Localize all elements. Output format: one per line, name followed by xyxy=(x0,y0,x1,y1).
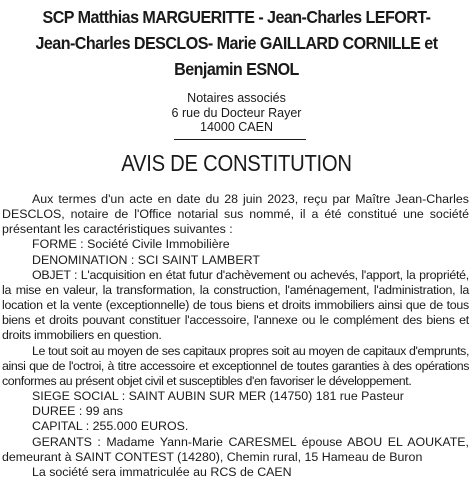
rcs-line: La société sera immatriculée au RCS de CAEN xyxy=(32,464,292,479)
address-line-3: 14000 CAEN xyxy=(200,120,273,134)
siege-social-line: SIEGE SOCIAL : SAINT AUBIN SUR MER (14750) 181 rue Pasteur xyxy=(32,389,404,404)
firm-name-line-3: Benjamin ESNOL xyxy=(174,59,299,79)
firm-name-line-1: SCP Matthias MARGUERITTE - Jean-Charles LEFORT- xyxy=(42,7,431,27)
denomination-line: DENOMINATION : SCI SAINT LAMBERT xyxy=(32,252,260,267)
separator-rule xyxy=(174,139,306,140)
capital-line: CAPITAL : 255.000 EUROS. xyxy=(32,419,189,434)
notice-body xyxy=(2,192,469,480)
duree-line: DUREE : 99 ans xyxy=(32,404,123,419)
moyens-paragraph: Le tout soit au moyen de ses capitaux propres soit au moyen de capitaux d'emprunts, ainsi que de l'octroi, à titre accessoire et exceptionnel de toutes garanties à des opérations conformes au présent objet civil et susceptibles d'en favoriser le développement. xyxy=(2,343,469,388)
notary-address xyxy=(0,91,473,135)
firm-name-line-2: Jean-Charles DESCLOS- Marie GAILLARD CORNILLE et xyxy=(35,33,438,53)
intro-paragraph: Aux termes d'un acte en date du 28 juin 2023, reçu par Maître Jean-Charles DESCLOS, notaire de l'Office notarial sus nommé, il a été constitué une société présentant les caractéristiques suivantes : xyxy=(2,192,469,237)
gerants-paragraph: GERANTS : Madame Yann-Marie CARESMEL épouse ABOU EL AOUKATE, demeurant à SAINT CONTEST (14280), Chemin rural, 15 Hameau de Buron xyxy=(2,434,469,464)
notary-firm-names xyxy=(19,4,454,82)
notice-title: AVIS DE CONSTITUTION xyxy=(121,150,352,176)
objet-paragraph: OBJET : L'acquisition en état futur d'achèvement ou achevés, l'apport, la propriété, la mise en valeur, la transformation, la construction, l'aménagement, l'administration, la location et la vente (exceptionnelle) de tous biens et droits immobiliers ainsi que de tous biens et droits pouvant constituer l'accessoire, l'annexe ou le complément des biens et droits immobiliers en question. xyxy=(2,267,469,343)
address-line-1: Notaires associés xyxy=(187,91,286,105)
forme-line: FORME : Société Civile Immobilière xyxy=(32,237,230,252)
address-line-2: 6 rue du Docteur Rayer xyxy=(171,105,302,120)
